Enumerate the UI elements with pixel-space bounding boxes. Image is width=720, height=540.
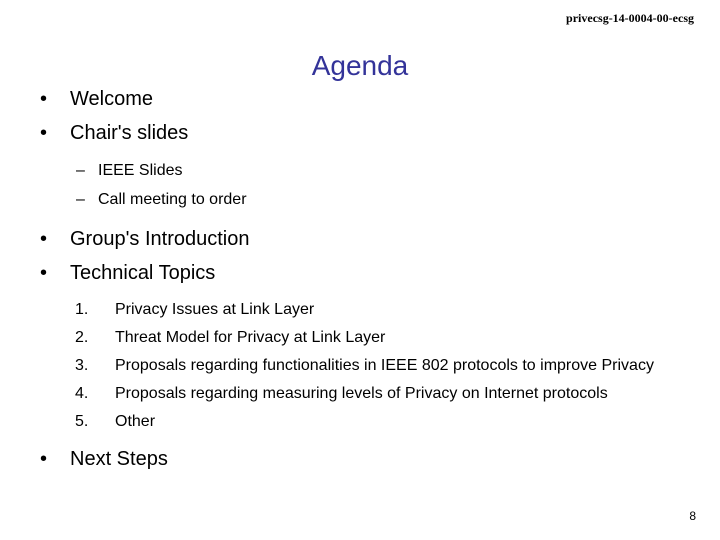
numbered-item-5 [40,408,690,436]
item-number: 1. [75,301,89,318]
dash-icon: – [76,162,85,179]
item-number: 4. [75,385,89,402]
sub-item-label: Call meeting to order [98,191,247,208]
agenda-item-label: Group's Introduction [70,228,250,250]
bullet-icon: • [40,122,48,144]
sub-item-ieee-slides [40,156,690,185]
dash-icon: – [76,191,85,208]
slide-title-text: Agenda [311,50,409,81]
bullet-icon: • [40,228,48,250]
numbered-item-label: Privacy Issues at Link Layer [115,301,315,318]
agenda-item-technical-topics [40,256,690,290]
bullet-icon: • [40,262,48,284]
numbered-item-label: Proposals regarding measuring levels of Privacy on Internet protocols [115,385,608,402]
item-number: 5. [75,413,89,430]
slide-title [0,50,720,82]
page-number: 8 [689,509,696,523]
numbered-item-label: Threat Model for Privacy at Link Layer [115,329,386,346]
document-id: privecsg-14-0004-00-ecsg [566,11,694,25]
agenda-item-welcome [40,82,690,116]
numbered-item-label: Proposals regarding functionalities in IEEE 802 protocols to improve Privacy [115,357,654,374]
numbered-item-4 [40,380,690,408]
sub-item-label: IEEE Slides [98,162,183,179]
numbered-item-3 [40,352,690,380]
item-number: 2. [75,329,89,346]
agenda-item-group-introduction [40,222,690,256]
item-number: 3. [75,357,89,374]
numbered-item-2 [40,324,690,352]
sub-item-call-meeting [40,185,690,214]
agenda-item-label: Chair's slides [70,122,189,144]
agenda-item-label: Welcome [70,88,153,110]
agenda-item-chairs-slides [40,116,690,150]
numbered-item-label: Other [115,413,156,430]
agenda-list [40,82,690,476]
agenda-item-label: Next Steps [70,448,168,470]
agenda-item-next-steps [40,442,690,476]
bullet-icon: • [40,448,48,470]
bullet-icon: • [40,88,48,110]
agenda-item-label: Technical Topics [70,262,216,284]
numbered-item-1 [40,296,690,324]
